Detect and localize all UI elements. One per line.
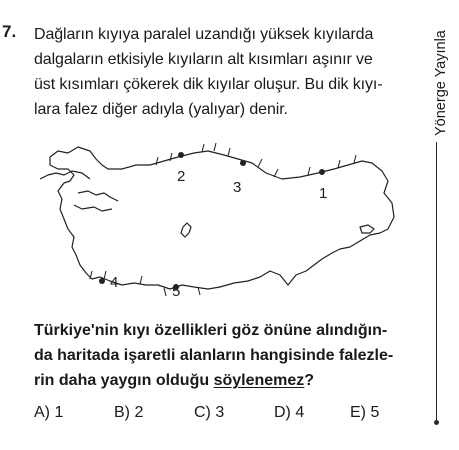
map-label-5: 5: [172, 283, 181, 300]
cliff-mark: [202, 144, 204, 152]
question-stem-paragraph: [34, 22, 414, 122]
cliff-mark: [170, 153, 172, 161]
choice-a[interactable]: A) 1: [34, 404, 64, 421]
point-marker-2: [178, 152, 184, 158]
marmara-inner-coast: [78, 191, 118, 201]
cliff-mark: [104, 271, 106, 279]
cliff-mark: [164, 288, 166, 296]
choice-e[interactable]: E) 5: [350, 404, 380, 421]
stem-line-1: Dağların kıyıya paralel uzandığı yüksek kıyılarda: [34, 26, 374, 43]
cliff-mark: [228, 148, 230, 156]
marmara-south-coast: [74, 205, 112, 211]
thrace-coast: [40, 171, 90, 179]
map-label-4: 4: [110, 274, 119, 291]
point-marker-4: [99, 278, 105, 284]
choice-c[interactable]: C) 3: [194, 404, 225, 421]
choice-b[interactable]: B) 2: [114, 404, 144, 421]
prompt-line-3-prefix: rin daha yaygın olduğu: [34, 372, 214, 389]
map-label-3: 3: [233, 179, 242, 196]
stem-line-4: lara falez diğer adıyla (yalıyar) denir.: [34, 101, 288, 118]
choice-d[interactable]: D) 4: [274, 404, 305, 421]
margin-rule: [436, 142, 437, 424]
cliff-mark: [156, 157, 158, 165]
stem-line-3: üst kısımları çökerek dik kıyılar oluşur. Bu dik kıyı-: [34, 76, 383, 93]
map-label-2: 2: [177, 168, 186, 185]
turkey-outline: [50, 147, 394, 289]
tuz-lake: [181, 223, 191, 237]
point-marker-1: [319, 169, 325, 175]
cliff-mark: [140, 276, 142, 284]
question-prompt: [34, 318, 434, 393]
publisher-name: Yönerge Yayınla: [433, 30, 449, 136]
cliff-mark: [308, 167, 310, 175]
prompt-line-3: [34, 368, 434, 393]
cliff-mark: [274, 169, 278, 177]
cliff-mark: [354, 155, 356, 163]
question-number: 7.: [2, 22, 17, 41]
cliff-mark: [214, 143, 216, 151]
prompt-line-3-suffix: ?: [304, 372, 315, 389]
point-marker-3: [240, 160, 246, 166]
map-label-1: 1: [319, 185, 328, 202]
turkey-coast-map: [38, 135, 418, 310]
van-lake: [360, 225, 374, 233]
prompt-line-1: Türkiye'nin kıyı özellikleri göz önüne alındığın-: [34, 322, 388, 339]
stem-line-2: dalgaların etkisiyle kıyıların alt kısımları aşınır ve: [34, 51, 373, 68]
prompt-negation-word: söylenemez: [213, 372, 305, 389]
prompt-line-2: da haritada işaretli alanların hangisinde falezle-: [34, 347, 394, 364]
margin-rule-end-dot: [434, 420, 439, 425]
answer-choices: [34, 404, 414, 426]
cliff-mark: [258, 159, 262, 167]
